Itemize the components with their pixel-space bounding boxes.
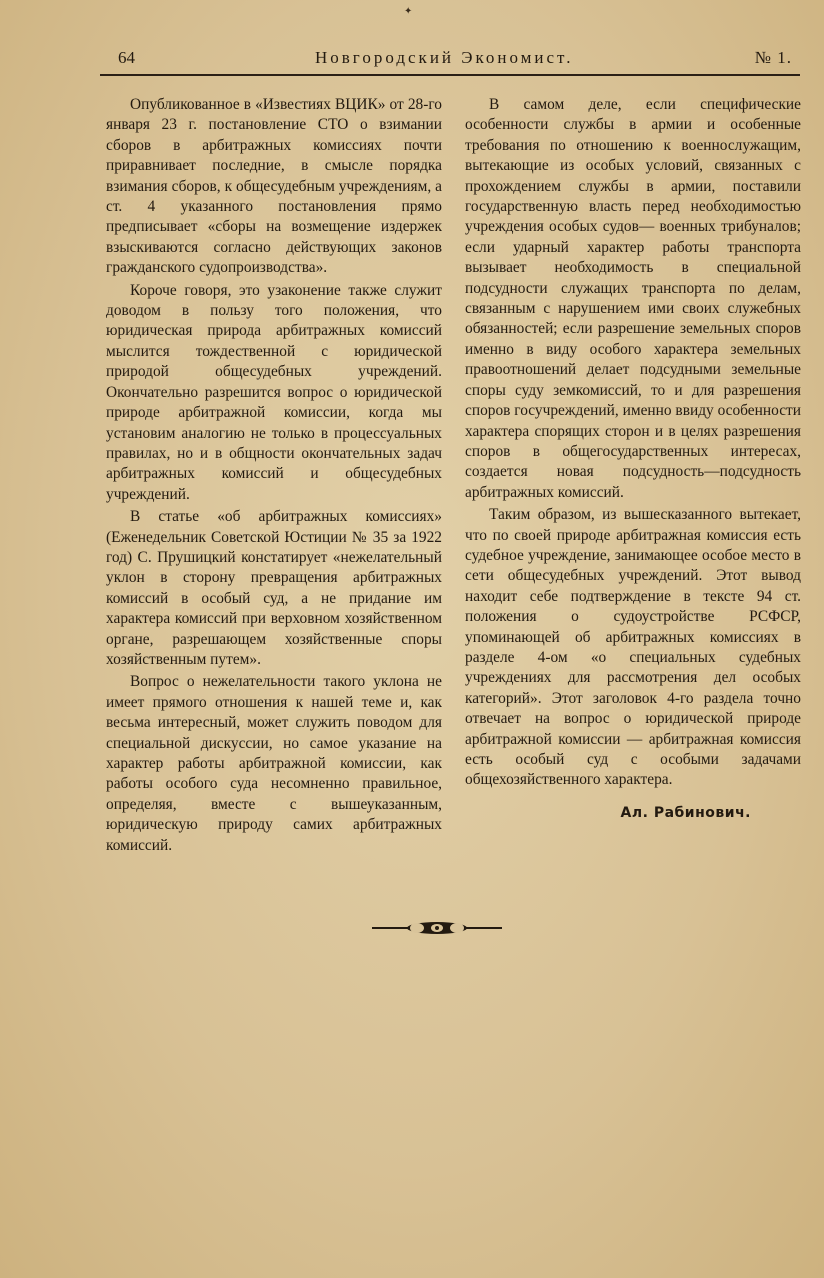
- left-column: [106, 95, 442, 856]
- paragraph: Короче говоря, это узаконение также служит доводом в пользу того положения, что юридическая природа арбитражных комиссий мыслится тождественной с юридической природой общесудебных учреждений. Окончательно разрешится вопрос о юридической природе арбитражной комиссии, когда мы установим аналогию не только в процессуальных правилах, но и в общности окончательных задач арбитражных комиссий и общесудебных учреждений.: [106, 281, 442, 503]
- right-column: [465, 95, 801, 823]
- journal-title: Новгородский Экономист.: [315, 48, 574, 67]
- end-ornament: [372, 918, 502, 938]
- page-number: 64: [118, 48, 135, 67]
- paragraph: В статье «об арбитражных комиссиях» (Еженедельник Советской Юстиции № 35 за 1922 год) С. Прушицкий констатирует «нежелательный уклон в сторону превращения арбитражных комиссий в особый суд, а не придание им характера комиссий при верховном хозяйственном органе, разрешающем хозяйственные споры хозяйственным путем».: [106, 508, 442, 668]
- issue-number: № 1.: [754, 48, 792, 67]
- paragraph: Таким образом, из вышесказанного вытекает, что по своей природе арбитражная комиссия есть судебное учреждение, занимающее особое место в сети общесудебных учреждений. Этот вывод находит себе подтверждение в тексте 94 ст. положения о судоустройстве РСФСР, упоминающей об арбитражных комиссиях в разделе 4-ом «о специальных судебных учреждениях для рассмотрения дел особых категорий». Этот заголовок 4-го раздела точно отвечает на вопрос о юридической природе арбитражной комиссии — арбитражная комиссия есть особый суд с особыми задачами общехозяйственного характера.: [465, 506, 801, 789]
- author-signature: Ал. Рабинович.: [620, 804, 751, 821]
- running-header: [100, 44, 800, 76]
- paragraph: Вопрос о нежелательности такого уклона не имеет прямого отношения к нашей теме и, как весьма интересный, может служить поводом для специальной дискуссии, но самое указание на характер работы арбитражной комиссии, как работы особого суда несомненно правильное, определяя, вместе с вышеуказанным, юридическую природу самих арбитражных комиссий.: [106, 673, 442, 854]
- ink-mark: ✦: [404, 6, 413, 17]
- paragraph: В самом деле, если специфические особенности службы в армии и особенные требования по отношению к военнослужащим, вытекающие из особых условий, связанных с прохождением службы в армии, поставили государственную власть перед необходимостью учреждения особых судов— военных трибуналов; если ударный характер работы транспорта вызывает необходимость в специальной подсудности служащих транспорта по делам, связанным с нарушением ими своих служебных обязанностей; если разрешение земельных споров именно в виду особого характера земельных правоотношений делает подсудными земельные споры суду земкомиссий, то и для разрешения споров госучреждений, именно ввиду особенности характера спорящих сторон и в целях разрешения споров в общегосударственных интересах, создается новая подсудность—подсудность арбитражных комиссий.: [465, 96, 801, 501]
- paragraph: Опубликованное в «Известиях ВЦИК» от 28-го января 23 г. постановление СТО о взимании сборов в арбитражных комиссиях почти приравнивает последние, в смысле порядка взимания сборов, к общесудебным учреждениям, а ст. 4 указанного постановления прямо предписывает «сборы на возмещение издержек взыскиваются согласно действующих законов гражданского судопроизводства».: [106, 96, 442, 277]
